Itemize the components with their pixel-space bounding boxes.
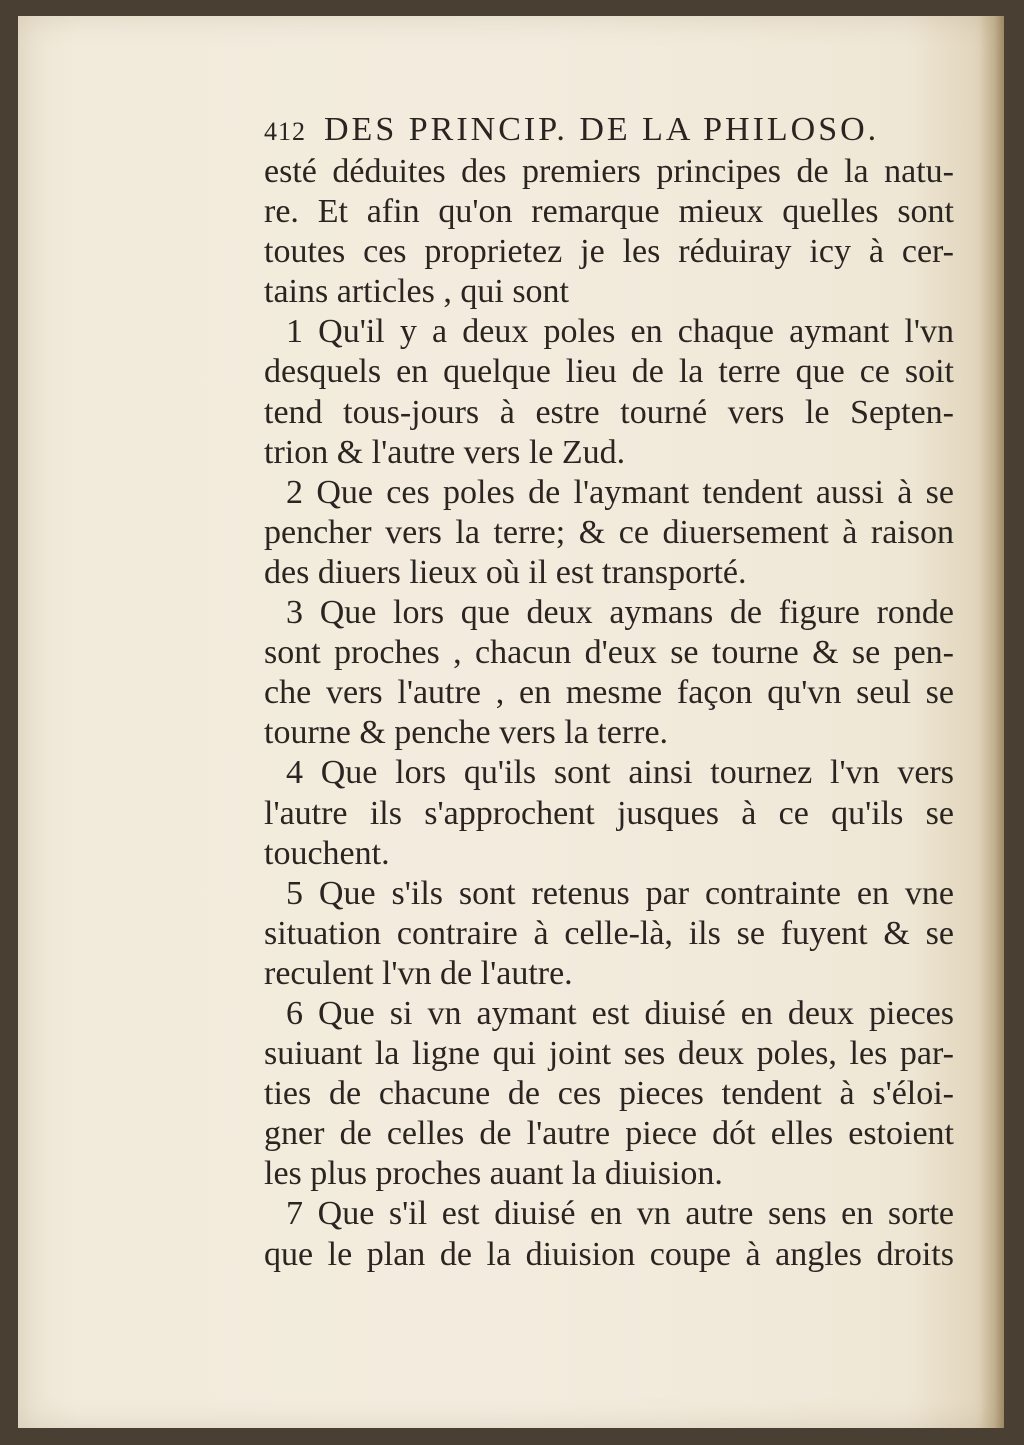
book-page [18, 16, 1004, 1428]
text-line: pencher vers la terre; & ce diuersement à raison [264, 513, 954, 551]
text-line: sont proches , chacun d'eux se tourne & se pen- [264, 634, 954, 672]
article-5-line: 5 Que s'ils sont retenus par contrainte en vne [286, 874, 954, 912]
page-number: 412 [264, 117, 306, 146]
text-line: re. Et afin qu'on remarque mieux quelles sont [264, 193, 954, 231]
text-line: che vers l'autre , en mesme façon qu'vn seul se [264, 674, 954, 712]
text-line: que le plan de la diuision coupe à angles droits [264, 1235, 954, 1273]
text-line: esté déduites des premiers principes de la natu- [264, 153, 954, 190]
page-edge-shadow [980, 16, 1004, 1428]
article-1-line: 1 Qu'il y a deux poles en chaque aymant l'vn [286, 313, 954, 351]
text-line: reculent l'vn de l'autre. [264, 954, 573, 992]
article-6-line: 6 Que si vn aymant est diuisé en deux pieces [286, 994, 954, 1032]
text-line: tains articles , qui sont [264, 273, 570, 311]
text-line: l'autre ils s'approchent jusques à ce qu'ils se [264, 794, 954, 832]
text-line: tourne & penche vers la terre. [264, 714, 669, 752]
text-line: ties de chacune de ces pieces tendent à s'éloi- [264, 1075, 954, 1113]
text-line: gner de celles de l'autre piece dót elles estoient [264, 1115, 954, 1153]
text-line: situation contraire à celle-là, ils se fuyent & se [264, 914, 954, 952]
text-line: suiuant la ligne qui joint ses deux poles, les par- [264, 1035, 954, 1073]
article-2-line: 2 Que ces poles de l'aymant tendent aussi à se [286, 473, 954, 511]
running-head [264, 108, 954, 152]
text-block [264, 108, 954, 1275]
text-line: toutes ces proprietez je les réduiray icy à cer- [264, 233, 954, 271]
article-3-line: 3 Que lors que deux aymans de figure ronde [286, 594, 954, 632]
text-line: trion & l'autre vers le Zud. [264, 433, 626, 471]
text-line: desquels en quelque lieu de la terre que ce soit [264, 353, 954, 391]
article-7-line: 7 Que s'il est diuisé en vn autre sens en sorte [286, 1195, 954, 1233]
text-line: des diuers lieux où il est transporté. [264, 553, 747, 591]
running-title: DES PRINCIP. DE LA PHILOSO. [324, 111, 880, 148]
text-line: touchent. [264, 834, 390, 872]
text-line: tend tous-jours à estre tourné vers le Septen- [264, 393, 954, 431]
text-line: les plus proches auant la diuision. [264, 1155, 723, 1193]
article-4-line: 4 Que lors qu'ils sont ainsi tournez l'vn vers [286, 754, 954, 792]
